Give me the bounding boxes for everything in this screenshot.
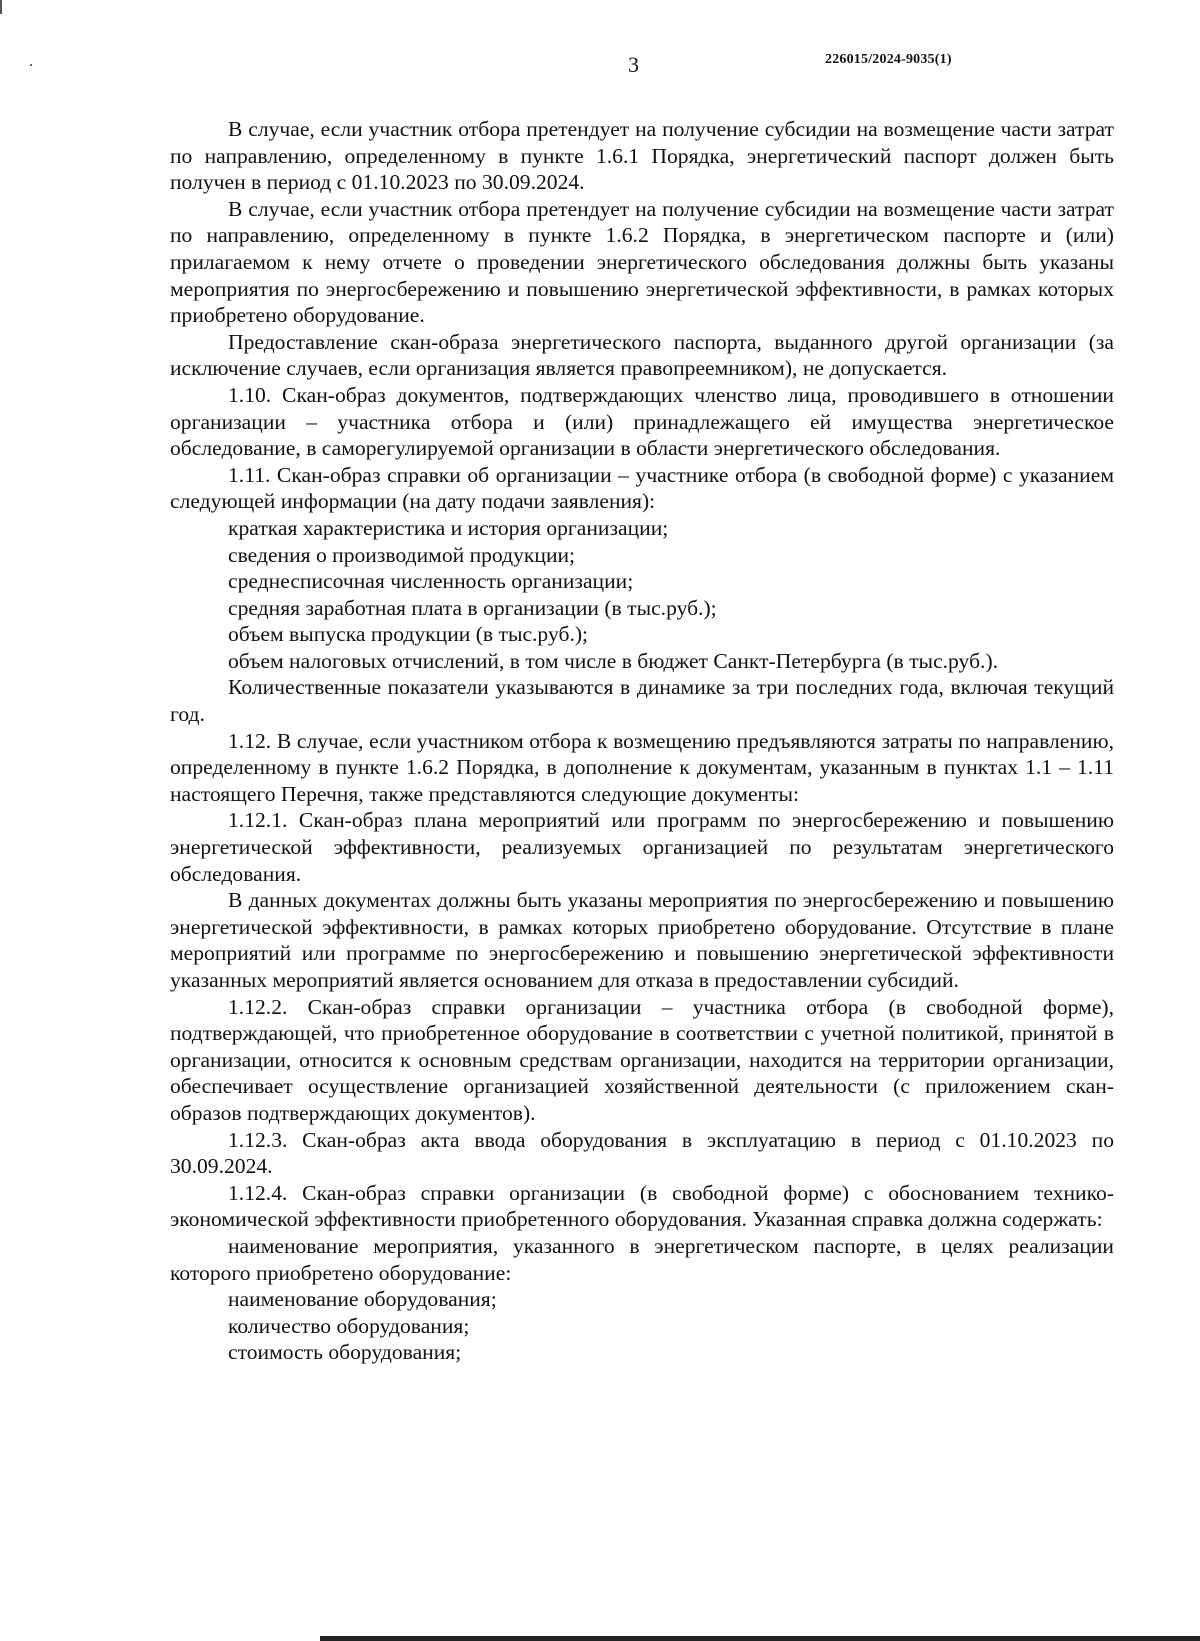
paragraph-other-organization-passport: Предоставление скан-образа энергетического паспорта, выданного другой организации (за исключение случаев, если организация является правопреемником), не допускается. [170, 329, 1114, 381]
paragraph-1-12-4: 1.12.4. Скан-образ справки организации (в свободной форме) с обоснованием технико-экономической эффективности приобретенного оборудования. Указанная справка должна содержать: [170, 1180, 1114, 1232]
list-item: средняя заработная плата в организации (в тыс.руб.); [228, 595, 717, 620]
list-item: среднесписочная численность организации; [228, 569, 634, 594]
scan-speck [30, 64, 32, 66]
document-body [170, 116, 1114, 1366]
paragraph-indicators-dynamics: Количественные показатели указываются в динамике за три последних года, включая текущий год. [170, 675, 1114, 727]
scan-edge-mark [0, 0, 2, 14]
paragraph-energy-passport-period: В случае, если участник отбора претендует на получение субсидии на возмещение части затрат по направлению, определенному в пункте 1.6.1 Порядка, энергетический паспорт должен быть получен в период с 01.10.2023 по 30.09.2024. [170, 117, 1114, 195]
paragraph-1-12-2: 1.12.2. Скан-образ справки организации – участника отбора (в свободной форме), подтверждающей, что приобретенное оборудование в соответствии с учетной политикой, принятой в организации, относится к основным средствам организации, находится на территории организации, обеспечивает осуществление организацией хозяйственной деятельности (с приложением скан-образов подтверждающих документов). [170, 994, 1114, 1125]
list-item: наименование оборудования; [228, 1287, 497, 1312]
list-item: краткая характеристика и история организации; [228, 515, 669, 540]
list-item: количество оборудования; [228, 1313, 470, 1338]
list-item: стоимость оборудования; [228, 1340, 462, 1365]
scan-bottom-edge [320, 1636, 1200, 1641]
paragraph-tax-deductions: объем налоговых отчислений, в том числе в бюджет Санкт-Петербурга (в тыс.руб.). [228, 648, 999, 673]
paragraph-1-12-1: 1.12.1. Скан-образ плана мероприятий или программ по энергосбережению и повышению энергетической эффективности, реализуемых организацией по результатам энергетического обследования. [170, 808, 1114, 886]
page-number: 3 [628, 52, 639, 77]
paragraph-1-12-3: 1.12.3. Скан-образ акта ввода оборудования в эксплуатацию в период с 01.10.2023 по 30.09.2024. [170, 1127, 1114, 1179]
paragraph-energy-passport-measures: В случае, если участник отбора претендует на получение субсидии на возмещение части затрат по направлению, определенному в пункте 1.6.2 Порядка, в энергетическом паспорте и (или) прилагаемом к нему отчете о проведении энергетического обследования должны быть указаны мероприятия по энергосбережению и повышению энергетической эффективности, в рамках которых приобретено оборудование. [170, 196, 1114, 328]
paragraph-1-11: 1.11. Скан-образ справки об организации – участнике отбора (в свободной форме) с указанием следующей информации (на дату подачи заявления): [170, 462, 1114, 514]
paragraph-measures-requirement: В данных документах должны быть указаны мероприятия по энергосбережению и повышению энергетической эффективности, в рамках которых приобретено оборудование. Отсутствие в плане мероприятий или программе по энергосбережению и повышению энергетической эффективности указанных мероприятий является основанием для отказа в предоставлении субсидий. [170, 888, 1114, 992]
list-item: сведения о производимой продукции; [228, 542, 576, 567]
list-item: объем выпуска продукции (в тыс.руб.); [228, 622, 589, 647]
document-code: 226015/2024-9035(1) [825, 52, 952, 67]
paragraph-1-12: 1.12. В случае, если участником отбора к возмещению предъявляются затраты по направлению, определенному в пункте 1.6.2 Порядка, в дополнение к документам, указанным в пунктах 1.1 – 1.11 настоящего Перечня, также представляются следующие документы: [170, 728, 1114, 806]
paragraph-measure-name: наименование мероприятия, указанного в энергетическом паспорте, в целях реализации которого приобретено оборудование: [170, 1233, 1114, 1285]
paragraph-1-10: 1.10. Скан-образ документов, подтверждающих членство лица, проводившего в отношении организации – участника отбора и (или) принадлежащего ей имущества энергетическое обследование, в саморегулируемой организации в области энергетического обследования. [170, 382, 1114, 461]
